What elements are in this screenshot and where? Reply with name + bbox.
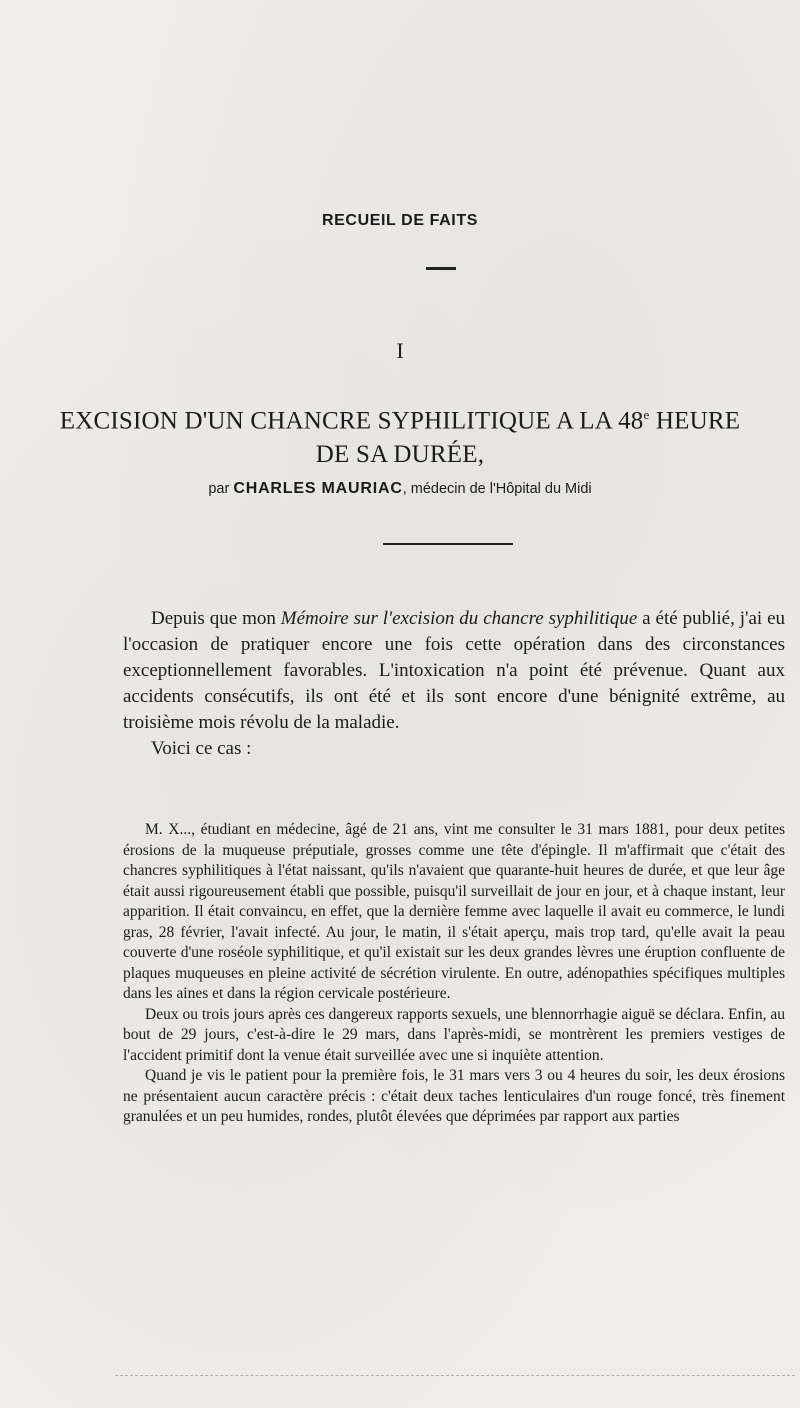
intro-paragraph: Depuis que mon Mémoire sur l'excision du chancre syphilitique a été publié, j'ai eu l'occasion de pratiquer encore une fois cette opération dans des circonstances exceptionnellement favorables. L'intoxication n'a point été prévenue. Quant aux accidents consécutifs, ils ont été et ils sont encore d'une bénignité extrême, au troisième mois révolu de la maladie. [123, 608, 785, 733]
byline-rule [383, 543, 513, 545]
byline: par CHARLES MAURIAC, médecin de l'Hôpital du Midi [208, 480, 592, 497]
case-report-text [123, 820, 785, 1128]
title-line-1: EXCISION D'UN CHANCRE SYPHILITIQUE A LA 48e HEURE [59, 407, 741, 435]
section-number: I [396, 338, 404, 363]
intro-text [123, 606, 785, 762]
section-heading: RECUEIL DE FAITS [322, 212, 478, 229]
title-line-2: DE SA DURÉE, [315, 441, 485, 469]
bottom-smudge [115, 1375, 795, 1378]
author-name: CHARLES MAURIAC [233, 480, 403, 497]
case-paragraph-1: M. X..., étudiant en médecine, âgé de 21 ans, vint me consulter le 31 mars 1881, pour deux petites érosions de la muqueuse préputiale, grosses comme une tête d'épingle. Il m'affirmait que c'était des chancres syphilitiques à l'état naissant, qu'ils n'avaient que quarante-huit heures de durée, et que leur âge était aussi rigoureusement établi que possible, puisqu'il surveillait de jour en jour, et à chaque instant, leur apparition. Il était convaincu, en effet, que la dernière femme avec laquelle il avait eu commerce, le lundi gras, 28 février, l'avait infecté. Au jour, le matin, il s'était aperçu, mais trop tard, qu'elle avait la peau couverte d'une roséole syphilitique, et qu'il existait sur les deux grandes lèvres une éruption confluente de plaques muqueuses en pleine activité de sécrétion virulente. En outre, adénopathies spécifiques multiples dans les aines et dans la région cervicale postérieure. [123, 821, 785, 1002]
case-paragraph-2: Deux ou trois jours après ces dangereux rapports sexuels, une blennorrhagie aiguë se déclara. Enfin, au bout de 29 jours, c'est-à-dire le 29 mars, dans l'après-midi, se montrèrent les premiers vestiges de l'accident primitif dont la venue était surveillée avec une si inquiète attention. [123, 1005, 785, 1064]
case-paragraph-3: Quand je vis le patient pour la première fois, le 31 mars vers 3 ou 4 heures du soir, les deux érosions ne présentaient aucun caractère précis : c'était deux taches lenticulaires d'un rouge foncé, très finement granulées et un peu humides, rondes, plutôt élevées que déprimées par rapport aux parties [123, 1067, 785, 1125]
intro-paragraph-2: Voici ce cas : [151, 738, 252, 759]
article-title [0, 398, 800, 472]
heading-rule [426, 267, 456, 270]
